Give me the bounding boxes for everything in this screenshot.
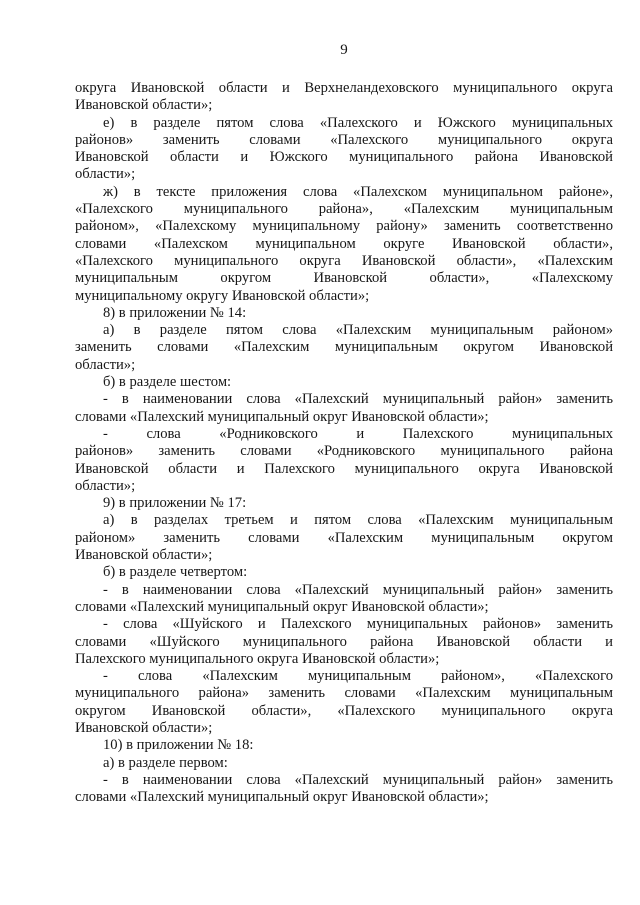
text-line: б) в разделе шестом: [103,374,232,391]
text-line: области»; [75,166,136,183]
text-line: Ивановской области»; [75,97,213,114]
text-line: Ивановской области»; [75,547,213,564]
text-line: - слова «Шуйского и Палехского муниципальных районов» заменить [103,616,613,633]
text-line: словами «Палехском муниципальном округе Ивановской области», [75,235,613,252]
text-line: Палехского муниципального округа Ивановской области»; [75,650,440,667]
text-line: а) в разделе первом: [103,754,228,771]
text-line: муниципальному округу Ивановской области»; [75,287,370,304]
text-line: Ивановской области»; [75,719,213,736]
text-line: муниципального района» заменить словами «Палехским муниципальным [75,685,613,702]
text-line: районом», «Палехскому муниципальному району» заменить соответственно [75,218,613,235]
text-line: ж) в тексте приложения слова «Палехском муниципальном районе», [103,183,613,200]
text-line: Ивановской области и Южского муниципального района Ивановской [75,149,613,166]
text-line: - в наименовании слова «Палехский муниципальный район» заменить [103,581,613,598]
page-number: 9 [340,42,348,58]
text-line: а) в разделах третьем и пятом слова «Палехским муниципальным [103,512,613,529]
text-line: - в наименовании слова «Палехский муниципальный район» заменить [103,771,613,788]
text-line: словами «Палехский муниципальный округ Ивановской области»; [75,789,489,806]
text-line: 9) в приложении № 17: [103,495,247,512]
text-line: «Палехского муниципального района», «Палехским муниципальным [75,201,613,218]
text-line: б) в разделе четвертом: [103,564,248,581]
text-line: словами «Палехский муниципальный округ Ивановской области»; [75,598,489,615]
text-line: е) в разделе пятом слова «Палехского и Южского муниципальных [103,114,613,131]
text-line: округа Ивановской области и Верхнеландеховского муниципального округа [75,80,613,96]
text-line: заменить словами «Палехским муниципальным округом Ивановской [75,339,613,356]
text-line: - слова «Палехским муниципальным районом», «Палехского [103,668,613,685]
text-line: районов» заменить словами «Родниковского муниципального района [75,443,613,460]
text-line: области»; [75,477,136,494]
text-line: а) в разделе пятом слова «Палехским муниципальным районом» [103,322,613,339]
text-line: муниципальным округом Ивановской области», «Палехскому [75,270,613,287]
text-line: 8) в приложении № 14: [103,304,247,321]
text-line: «Палехского муниципального округа Ивановской области», «Палехским [75,252,613,269]
text-line: Ивановской области и Палехского муниципального округа Ивановской [75,460,613,477]
text-line: районов» заменить словами «Палехского муниципального округа [75,131,613,148]
document-body [75,80,613,806]
text-line: округом Ивановской области», «Палехского муниципального округа [75,702,613,719]
text-line: 10) в приложении № 18: [103,737,254,754]
text-line: словами «Палехский муниципальный округ Ивановской области»; [75,408,489,425]
text-line: - в наименовании слова «Палехский муниципальный район» заменить [103,391,613,408]
text-line: области»; [75,356,136,373]
text-line: словами «Шуйского муниципального района Ивановской области и [75,633,613,650]
text-line: районом» заменить словами «Палехским муниципальным округом [75,529,613,546]
text-line: - слова «Родниковского и Палехского муниципальных [103,425,613,442]
